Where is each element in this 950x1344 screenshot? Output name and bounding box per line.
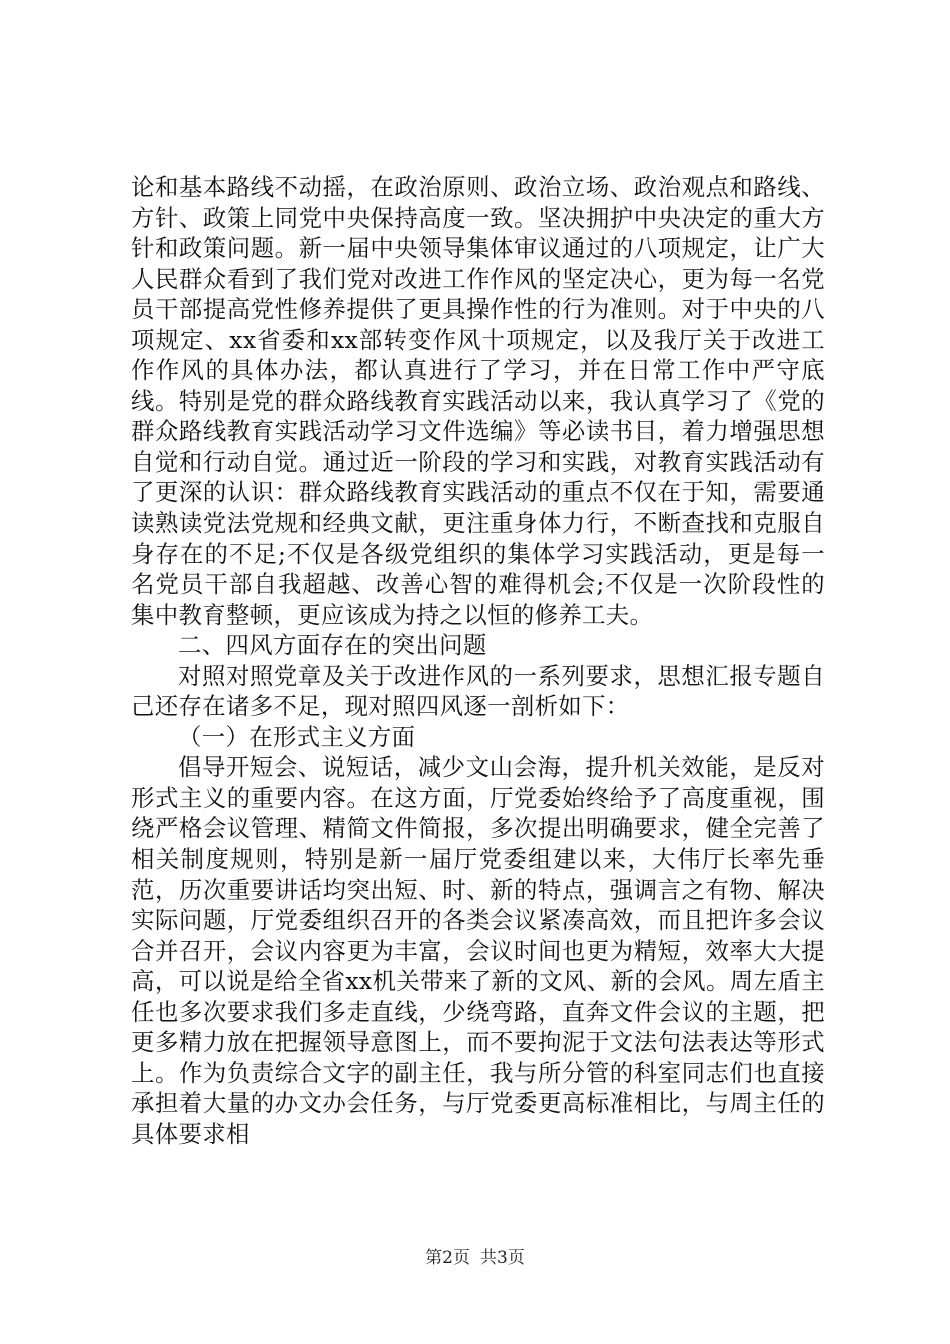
page-total: 共3页 (480, 1248, 525, 1268)
page-number: 第2页 (425, 1248, 470, 1268)
page-footer (0, 1248, 950, 1268)
subsection-heading-one: （一）在形式主义方面 (178, 722, 416, 751)
document-body (131, 172, 825, 1150)
paragraph-continuation: 论和基本路线不动摇，在政治原则、政治立场、政治观点和路线、方针、政策上同党中央保持高度一致。坚决拥护中央决定的重大方针和政策问题。新一届中央领导集体审议通过的八项规定，让广大人民群众看到了我们党对改进工作作风的坚定决心，更为每一名党员干部提高党性修养提供了更具操作性的行为准则。对于中央的八项规定、xx省委和xx部转变作风十项规定，以及我厅关于改进工作作风的具体办法，都认真进行了学习，并在日常工作中严守底线。特别是党的群众路线教育实践活动以来，我认真学习了《党的群众路线教育实践活动学习文件选编》等必读书目，着力增强思想自觉和行动自觉。通过近一阶段的学习和实践，对教育实践活动有了更深的认识：群众路线教育实践活动的重点不仅在于知，需要通读熟读党法党规和经典文献，更注重身体力行，不断查找和克服自身存在的不足;不仅是各级党组织的集体学习实践活动，更是每一名党员干部自我超越、改善心智的难得机会;不仅是一次阶段性的集中教育整顿，更应该成为持之以恒的修养工夫。 (131, 173, 825, 629)
section-heading-two: 二、四风方面存在的突出问题 (178, 631, 487, 660)
paragraph-formalism: 倡导开短会、说短话，减少文山会海，提升机关效能，是反对形式主义的重要内容。在这方面，厅党委始终给予了高度重视，围绕严格会议管理、精简文件简报，多次提出明确要求，健全完善了相关制度规则，特别是新一届厅党委组建以来，大伟厅长率先垂范，历次重要讲话均突出短、时、新的特点，强调言之有物、解决实际问题，厅党委组织召开的各类会议紧凑高效，而且把许多会议合并召开，会议内容更为丰富，会议时间也更为精短，效率大大提高，可以说是给全省xx机关带来了新的文风、新的会风。周左盾主任也多次要求我们多走直线，少绕弯路，直奔文件会议的主题，把更多精力放在把握领导意图上，而不要拘泥于文法句法表达等形式上。作为负责综合文字的副主任，我与所分管的科室同志们也直接承担着大量的办文办会任务，与厅党委更高标准相比，与周主任的具体要求相 (131, 753, 825, 1148)
paragraph-intro: 对照对照党章及关于改进作风的一系列要求，思想汇报专题自己还存在诸多不足，现对照四风逐一剖析如下： (131, 661, 825, 721)
